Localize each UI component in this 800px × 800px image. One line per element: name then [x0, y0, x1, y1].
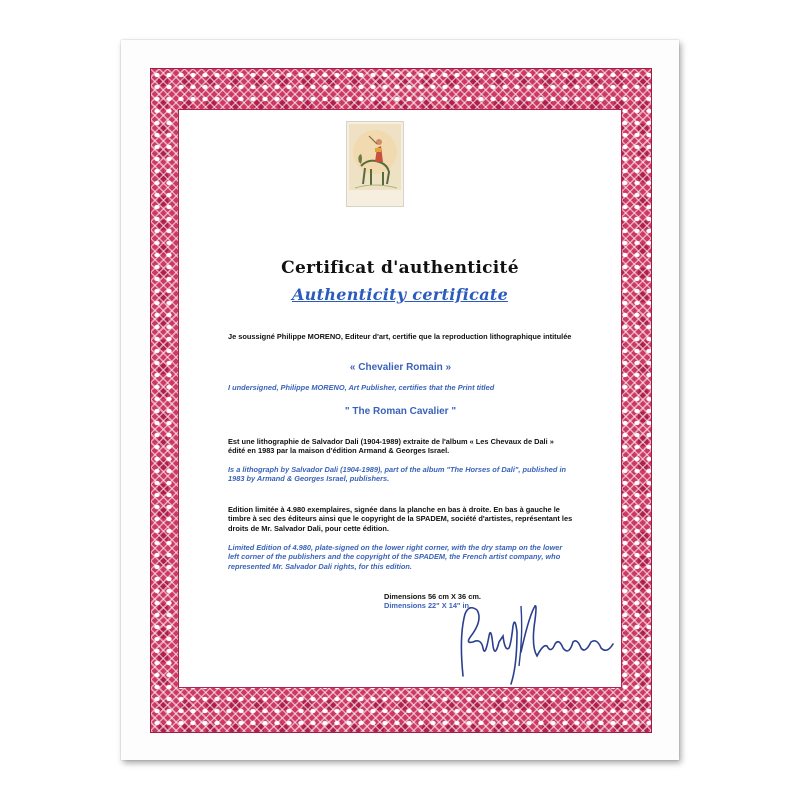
- dimensions-cm: Dimensions 56 cm X 36 cm.: [384, 592, 481, 601]
- handwritten-signature: [451, 596, 626, 691]
- dimensions-in: Dimensions 22" X 14" in.: [384, 601, 472, 610]
- intro-french: Je soussigné Philippe MORENO, Editeur d'art, certifie que la reproduction lithographique intitulée: [228, 332, 572, 341]
- description-english: Is a lithograph by Salvador Dali (1904-1989), part of the album "The Horses of Dali", published in 1983 by Armand & Georges Israel, publishers.: [228, 465, 567, 484]
- work-title-french: « Chevalier Romain »: [349, 362, 452, 373]
- intro-english: I undersigned, Philippe MORENO, Art Publisher, certifies that the Print titled: [228, 383, 495, 392]
- title-french: Certificat d'authenticité: [281, 258, 519, 278]
- artwork-thumbnail: [346, 121, 404, 207]
- title-english: Authenticity certificate: [291, 285, 509, 304]
- description-french: Est une lithographie de Salvador Dali (1904-1989) extraite de l'album « Les Chevaux de Dali » édité en 1983 par la maison d'édition Armand & Georges Israel.: [228, 437, 554, 456]
- edition-english: Limited Edition of 4.980, plate-signed on the lower right corner, with the dry stamp on the lower left corner of the publishers and the copyright of the SPADEM, the French artist company, who represented Mr. Salvador Dali rights, for this edition.: [228, 543, 563, 571]
- edition-french: Edition limitée à 4.980 exemplaires, signée dans la planche en bas à droite. En bas à gauche le timbre à sec des éditeurs ainsi que le copyright de la SPADEM, société d'artistes, représentant les droits de Mr. Salvador Dali, pour cette édition.: [228, 505, 573, 533]
- certificate-sheet: [121, 40, 679, 760]
- work-title-english: " The Roman Cavalier ": [344, 406, 457, 417]
